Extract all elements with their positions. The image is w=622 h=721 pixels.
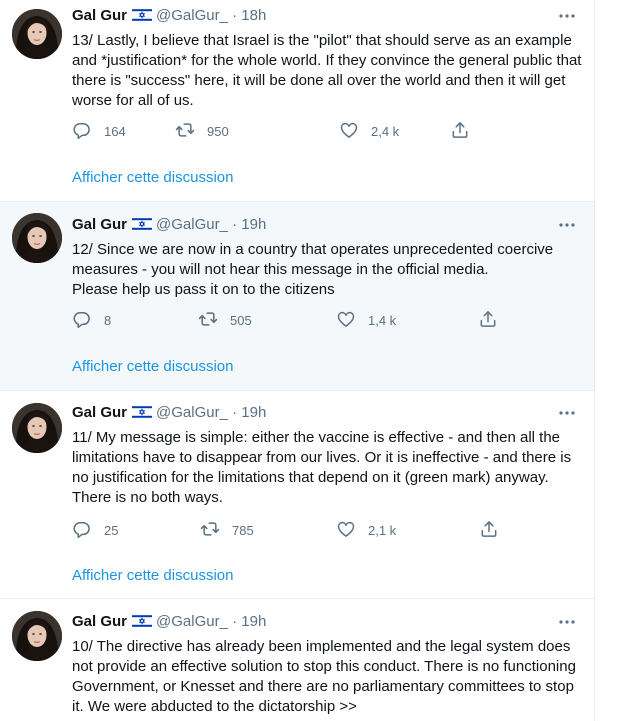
reply-count: 164 bbox=[104, 123, 126, 139]
tweet-actions bbox=[72, 310, 512, 330]
like-count: 2,4 k bbox=[371, 123, 400, 139]
reply-button[interactable] bbox=[72, 520, 118, 540]
tweet-header bbox=[72, 6, 266, 28]
tweet-text: 11/ My message is simple: either the vaccine is effective - and then all the limitations have to disappear from our lives. Or it is ineffective - and there is no justification for the limitations that depend on it (green mark) anyway. There is no both ways. bbox=[72, 429, 572, 506]
retweet-count: 505 bbox=[230, 312, 252, 328]
tweet-10[interactable] bbox=[0, 599, 594, 721]
like-count: 1,4 k bbox=[368, 312, 397, 328]
share-icon bbox=[478, 309, 498, 332]
separator: · bbox=[232, 7, 238, 24]
more-icon[interactable] bbox=[558, 216, 576, 234]
heart-icon bbox=[336, 309, 368, 332]
retweet-button[interactable] bbox=[198, 310, 252, 330]
heart-icon bbox=[339, 120, 371, 143]
israel-flag-icon bbox=[132, 614, 152, 634]
author-handle[interactable]: @GalGur_ bbox=[156, 216, 228, 233]
israel-flag-icon bbox=[132, 217, 152, 237]
more-icon[interactable] bbox=[558, 404, 576, 422]
heart-icon bbox=[336, 519, 368, 542]
reply-count: 8 bbox=[104, 312, 112, 328]
tweet-11[interactable] bbox=[0, 391, 594, 599]
timestamp[interactable]: 19h bbox=[241, 404, 267, 421]
timestamp[interactable]: 19h bbox=[241, 613, 267, 630]
show-thread-link[interactable]: Afficher cette discussion bbox=[72, 567, 234, 584]
retweet-icon bbox=[175, 120, 207, 143]
reply-button[interactable] bbox=[72, 310, 111, 330]
tweet-12[interactable] bbox=[0, 202, 594, 391]
timestamp[interactable]: 18h bbox=[241, 7, 267, 24]
reply-icon bbox=[72, 120, 104, 143]
author-handle[interactable]: @GalGur_ bbox=[156, 613, 228, 630]
share-button[interactable] bbox=[478, 310, 498, 330]
share-button[interactable] bbox=[450, 121, 470, 141]
tweet-header bbox=[72, 612, 266, 634]
tweet-header bbox=[72, 403, 266, 425]
reply-count: 25 bbox=[104, 522, 119, 538]
author-name[interactable]: Gal Gur bbox=[72, 404, 128, 421]
like-button[interactable] bbox=[336, 310, 396, 330]
retweet-count: 785 bbox=[232, 522, 254, 538]
reply-icon bbox=[72, 519, 104, 542]
retweet-button[interactable] bbox=[175, 121, 229, 141]
retweet-icon bbox=[200, 519, 232, 542]
separator: · bbox=[232, 613, 238, 630]
more-icon[interactable] bbox=[558, 613, 576, 631]
author-name[interactable]: Gal Gur bbox=[72, 7, 128, 24]
tweet-text: 12/ Since we are now in a country that operates unprecedented coercive measures - you will not hear this message in the official media. Please help us pass it on to the citizens bbox=[72, 241, 554, 298]
avatar[interactable] bbox=[12, 213, 62, 263]
tweet-header bbox=[72, 215, 266, 237]
share-icon bbox=[450, 120, 470, 143]
like-button[interactable] bbox=[339, 121, 399, 141]
avatar[interactable] bbox=[12, 9, 62, 59]
like-count: 2,1 k bbox=[368, 522, 397, 538]
retweet-icon bbox=[198, 309, 230, 332]
israel-flag-icon bbox=[132, 8, 152, 28]
retweet-count: 950 bbox=[207, 123, 229, 139]
share-button[interactable] bbox=[479, 520, 499, 540]
tweet-13[interactable] bbox=[0, 0, 594, 202]
show-thread-link[interactable]: Afficher cette discussion bbox=[72, 358, 234, 375]
author-handle[interactable]: @GalGur_ bbox=[156, 7, 228, 24]
show-thread-link[interactable]: Afficher cette discussion bbox=[72, 169, 234, 186]
retweet-button[interactable] bbox=[200, 520, 254, 540]
more-icon[interactable] bbox=[558, 7, 576, 25]
like-button[interactable] bbox=[336, 520, 396, 540]
author-handle[interactable]: @GalGur_ bbox=[156, 404, 228, 421]
tweet-text: 13/ Lastly, I believe that Israel is the "pilot" that should serve as an example and *justification* for the whole world. If they convince the general public that there is "success" here, it will be done all over the world and then it will get worse for all of us. bbox=[72, 32, 582, 109]
avatar[interactable] bbox=[12, 611, 62, 661]
reply-button[interactable] bbox=[72, 121, 126, 141]
tweet-actions bbox=[72, 520, 512, 540]
reply-icon bbox=[72, 309, 104, 332]
tweet-actions bbox=[72, 121, 512, 141]
share-icon bbox=[479, 519, 499, 542]
timestamp[interactable]: 19h bbox=[241, 216, 267, 233]
author-name[interactable]: Gal Gur bbox=[72, 613, 128, 630]
avatar[interactable] bbox=[12, 403, 62, 453]
separator: · bbox=[232, 216, 238, 233]
author-name[interactable]: Gal Gur bbox=[72, 216, 128, 233]
tweet-text: 10/ The directive has already been implemented and the legal system does not provide an effective solution to stop this conduct. There is no functioning Government, or Knesset and there are no parliamentary committees to stop it. We were abducted to the dictatorship >> bbox=[72, 638, 576, 715]
israel-flag-icon bbox=[132, 405, 152, 425]
separator: · bbox=[232, 404, 238, 421]
